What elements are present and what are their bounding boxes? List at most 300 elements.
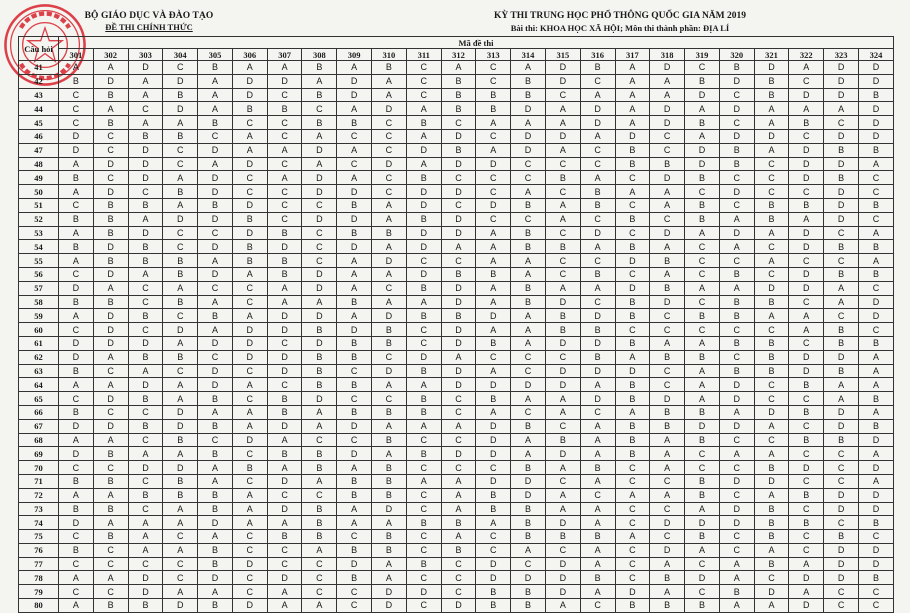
exam-title: KỲ THI TRUNG HỌC PHỔ THÔNG QUỐC GIA NĂM 2019 xyxy=(493,11,747,21)
answer-cell: A xyxy=(824,102,859,116)
answer-cell: C xyxy=(128,474,163,488)
answer-cell: A xyxy=(858,447,893,461)
answer-cell: A xyxy=(545,102,580,116)
exam-code-header-cell: 313 xyxy=(476,49,511,61)
answer-cell: C xyxy=(59,88,94,102)
answer-cell: C xyxy=(858,530,893,544)
answer-cell: D xyxy=(59,336,94,350)
answer-cell: A xyxy=(719,281,754,295)
answer-cell: B xyxy=(128,240,163,254)
answer-cell: D xyxy=(824,502,859,516)
answer-cell: D xyxy=(824,543,859,557)
exam-code-header-cell: 322 xyxy=(789,49,824,61)
answer-cell: A xyxy=(789,323,824,337)
answer-cell: A xyxy=(441,502,476,516)
answer-cell: D xyxy=(545,295,580,309)
table-row xyxy=(19,543,894,557)
answer-cell: C xyxy=(511,212,546,226)
question-number-cell: 79 xyxy=(19,585,59,599)
answer-cell: B xyxy=(406,364,441,378)
answer-cell: C xyxy=(789,392,824,406)
answer-cell: D xyxy=(719,102,754,116)
answer-cell: B xyxy=(93,226,128,240)
answer-cell: A xyxy=(128,530,163,544)
answer-cell: A xyxy=(163,516,198,530)
answer-cell: A xyxy=(372,267,407,281)
answer-cell: B xyxy=(580,198,615,212)
table-row xyxy=(19,364,894,378)
answer-cell: B xyxy=(754,557,789,571)
answer-cell: A xyxy=(580,557,615,571)
answer-cell: C xyxy=(93,557,128,571)
answer-cell: A xyxy=(302,419,337,433)
answer-cell: D xyxy=(441,157,476,171)
answer-cell: B xyxy=(650,254,685,268)
answer-cell: A xyxy=(93,350,128,364)
answer-cell: C xyxy=(163,226,198,240)
answer-cell: C xyxy=(372,129,407,143)
answer-cell: D xyxy=(824,157,859,171)
answer-cell: D xyxy=(302,392,337,406)
answer-cell: A xyxy=(545,281,580,295)
answer-cell: B xyxy=(511,240,546,254)
answer-cell: B xyxy=(372,405,407,419)
exam-code-header-cell: 310 xyxy=(372,49,407,61)
answer-cell: C xyxy=(302,226,337,240)
answer-cell: C xyxy=(511,350,546,364)
answer-cell: B xyxy=(789,516,824,530)
answer-cell: D xyxy=(198,267,233,281)
answer-cell: D xyxy=(545,571,580,585)
answer-cell: A xyxy=(406,295,441,309)
question-number-cell: 41 xyxy=(19,61,59,75)
answer-cell: B xyxy=(59,405,94,419)
answer-cell: A xyxy=(754,543,789,557)
answer-cell: D xyxy=(198,240,233,254)
answer-cell: B xyxy=(198,447,233,461)
answer-cell: A xyxy=(93,61,128,75)
question-number-cell: 52 xyxy=(19,212,59,226)
answer-cell: A xyxy=(580,378,615,392)
answer-cell: C xyxy=(754,571,789,585)
answer-cell: A xyxy=(476,405,511,419)
answer-cell: B xyxy=(198,502,233,516)
question-number-cell: 67 xyxy=(19,419,59,433)
answer-cell: C xyxy=(302,198,337,212)
answer-cell: D xyxy=(441,281,476,295)
answer-cell: A xyxy=(685,129,720,143)
answer-cell: A xyxy=(267,281,302,295)
answer-cell: A xyxy=(372,198,407,212)
answer-cell: B xyxy=(824,171,859,185)
answer-cell: B xyxy=(93,502,128,516)
answer-cell: D xyxy=(858,61,893,75)
answer-cell: C xyxy=(615,267,650,281)
answer-cell: B xyxy=(511,461,546,475)
answer-cell: A xyxy=(580,502,615,516)
answer-cell: A xyxy=(372,419,407,433)
answer-cell: B xyxy=(337,295,372,309)
answer-cell: B xyxy=(719,61,754,75)
answer-cell: D xyxy=(858,461,893,475)
answer-cell: D xyxy=(754,405,789,419)
answer-cell: C xyxy=(545,350,580,364)
answer-cell: B xyxy=(476,102,511,116)
answer-cell: A xyxy=(545,116,580,130)
answer-cell: D xyxy=(337,185,372,199)
answer-cell: D xyxy=(337,212,372,226)
exam-code-header-cell: 302 xyxy=(93,49,128,61)
answer-cell: B xyxy=(615,336,650,350)
answer-cell: A xyxy=(719,212,754,226)
answer-cell: C xyxy=(824,461,859,475)
answer-cell: B xyxy=(858,143,893,157)
answer-cell: B xyxy=(93,254,128,268)
answer-cell: B xyxy=(650,350,685,364)
table-row xyxy=(19,240,894,254)
answer-cell: A xyxy=(163,171,198,185)
answer-cell: B xyxy=(441,88,476,102)
answer-cell: C xyxy=(789,419,824,433)
answer-cell: A xyxy=(198,405,233,419)
answer-cell: B xyxy=(198,116,233,130)
answer-cell: B xyxy=(232,102,267,116)
exam-code-header-cell: 316 xyxy=(580,49,615,61)
answer-cell: B xyxy=(441,143,476,157)
answer-cell: B xyxy=(372,433,407,447)
answer-cell: D xyxy=(511,129,546,143)
answer-cell: A xyxy=(545,502,580,516)
answer-cell: A xyxy=(685,502,720,516)
answer-cell: A xyxy=(685,336,720,350)
answer-cell: D xyxy=(685,157,720,171)
answer-cell: C xyxy=(858,185,893,199)
exam-code-header-cell: 321 xyxy=(754,49,789,61)
answer-cell: B xyxy=(580,61,615,75)
answer-cell: B xyxy=(406,309,441,323)
table-row xyxy=(19,116,894,130)
answer-cell: D xyxy=(93,267,128,281)
answer-cell: C xyxy=(232,447,267,461)
answer-cell: A xyxy=(719,447,754,461)
answer-cell: D xyxy=(441,336,476,350)
answer-cell: B xyxy=(406,447,441,461)
question-number-cell: 56 xyxy=(19,267,59,281)
answer-cell: A xyxy=(580,516,615,530)
answer-cell: A xyxy=(650,585,685,599)
answer-cell: A xyxy=(511,433,546,447)
answer-cell: C xyxy=(789,474,824,488)
answer-cell: D xyxy=(789,171,824,185)
answer-cell: C xyxy=(441,405,476,419)
answer-cell: D xyxy=(580,102,615,116)
answer-cell: D xyxy=(789,571,824,585)
answer-cell: A xyxy=(302,129,337,143)
answer-cell: B xyxy=(545,433,580,447)
answer-cell: B xyxy=(754,88,789,102)
table-row xyxy=(19,295,894,309)
answer-cell: D xyxy=(615,585,650,599)
answer-cell: C xyxy=(372,392,407,406)
answer-cell: C xyxy=(232,543,267,557)
answer-cell: B xyxy=(511,226,546,240)
answer-cell: A xyxy=(754,599,789,613)
answer-cell: B xyxy=(824,336,859,350)
answer-cell: A xyxy=(685,281,720,295)
answer-cell: A xyxy=(476,240,511,254)
answer-cell: A xyxy=(59,378,94,392)
answer-cell: D xyxy=(511,102,546,116)
answer-cell: C xyxy=(615,571,650,585)
answer-cell: A xyxy=(789,557,824,571)
answer-cell: A xyxy=(615,350,650,364)
answer-cell: B xyxy=(580,323,615,337)
answer-cell: B xyxy=(754,364,789,378)
answer-cell: A xyxy=(580,240,615,254)
answer-cell: A xyxy=(198,585,233,599)
answer-cell: A xyxy=(719,571,754,585)
answer-cell: A xyxy=(754,254,789,268)
answer-cell: B xyxy=(858,336,893,350)
table-row xyxy=(19,61,894,75)
exam-code-header-cell: 324 xyxy=(858,49,893,61)
answer-cell: A xyxy=(754,488,789,502)
answer-cell: D xyxy=(719,516,754,530)
answer-cell: A xyxy=(650,185,685,199)
answer-cell: D xyxy=(267,240,302,254)
answer-cell: B xyxy=(545,530,580,544)
answer-cell: C xyxy=(163,157,198,171)
answer-cell: D xyxy=(476,419,511,433)
answer-cell: C xyxy=(650,309,685,323)
answer-cell: B xyxy=(163,350,198,364)
answer-cell: A xyxy=(511,323,546,337)
answer-cell: B xyxy=(372,323,407,337)
answer-cell: D xyxy=(719,392,754,406)
answer-cell: D xyxy=(858,502,893,516)
answer-cell: A xyxy=(232,516,267,530)
answer-cell: B xyxy=(232,212,267,226)
table-row xyxy=(19,198,894,212)
answer-cell: C xyxy=(719,198,754,212)
answer-cell: A xyxy=(198,530,233,544)
answer-cell: C xyxy=(719,433,754,447)
answer-cell: C xyxy=(267,198,302,212)
answer-cell: D xyxy=(128,378,163,392)
question-number-cell: 70 xyxy=(19,461,59,475)
answer-cell: D xyxy=(93,185,128,199)
answer-cell: B xyxy=(476,599,511,613)
answer-cell: B xyxy=(789,433,824,447)
answer-cell: D xyxy=(59,281,94,295)
answer-cell: B xyxy=(615,433,650,447)
answer-cell: A xyxy=(754,309,789,323)
answer-cell: D xyxy=(198,171,233,185)
answer-cell: B xyxy=(406,516,441,530)
answer-cell: C xyxy=(406,323,441,337)
answer-cell: D xyxy=(232,226,267,240)
answer-cell: D xyxy=(93,419,128,433)
answer-cell: A xyxy=(476,295,511,309)
answer-cell: B xyxy=(128,254,163,268)
answer-cell: D xyxy=(372,599,407,613)
answer-cell: B xyxy=(198,309,233,323)
question-number-cell: 77 xyxy=(19,557,59,571)
answer-cell: A xyxy=(615,74,650,88)
table-row xyxy=(19,350,894,364)
answer-cell: A xyxy=(372,212,407,226)
answer-cell: A xyxy=(163,585,198,599)
answer-cell: D xyxy=(302,171,337,185)
answer-cell: C xyxy=(59,198,94,212)
answer-cell: B xyxy=(615,447,650,461)
answer-cell: A xyxy=(198,88,233,102)
answer-cell: A xyxy=(267,61,302,75)
answer-cell: A xyxy=(719,557,754,571)
answer-cell: A xyxy=(580,447,615,461)
answer-cell: A xyxy=(754,447,789,461)
answer-cell: A xyxy=(372,88,407,102)
answer-cell: D xyxy=(511,488,546,502)
answer-cell: B xyxy=(615,240,650,254)
table-row xyxy=(19,378,894,392)
answer-cell: C xyxy=(59,530,94,544)
question-number-cell: 66 xyxy=(19,405,59,419)
answer-cell: A xyxy=(302,474,337,488)
answer-cell: A xyxy=(406,474,441,488)
answer-cell: A xyxy=(615,102,650,116)
answer-cell: C xyxy=(615,557,650,571)
answer-cell: A xyxy=(615,530,650,544)
answer-cell: C xyxy=(372,350,407,364)
exam-code-header-cell: 301 xyxy=(59,49,94,61)
answer-cell: B xyxy=(441,267,476,281)
answer-cell: D xyxy=(406,226,441,240)
answer-cell: C xyxy=(93,364,128,378)
table-row xyxy=(19,447,894,461)
answer-cell: C xyxy=(824,599,859,613)
answer-cell: C xyxy=(337,129,372,143)
answer-cell: C xyxy=(232,585,267,599)
answer-cell: A xyxy=(232,378,267,392)
answer-cell: C xyxy=(789,530,824,544)
answer-cell: A xyxy=(267,585,302,599)
answer-cell: B xyxy=(511,516,546,530)
answer-cell: D xyxy=(824,557,859,571)
answer-cell: C xyxy=(337,530,372,544)
answer-cell: B xyxy=(719,585,754,599)
answer-cell: A xyxy=(163,392,198,406)
answer-cell: A xyxy=(441,419,476,433)
answer-cell: A xyxy=(650,74,685,88)
answer-cell: C xyxy=(406,530,441,544)
answer-cell: C xyxy=(59,102,94,116)
answer-cell: D xyxy=(406,198,441,212)
answer-cell: A xyxy=(789,585,824,599)
table-row xyxy=(19,74,894,88)
answer-cell: B xyxy=(824,240,859,254)
answer-cell: B xyxy=(511,295,546,309)
answer-cell: D xyxy=(372,157,407,171)
answer-cell: D xyxy=(615,364,650,378)
answer-cell: C xyxy=(650,212,685,226)
answer-cell: C xyxy=(93,405,128,419)
answer-cell: A xyxy=(441,530,476,544)
answer-cell: C xyxy=(232,116,267,130)
answer-cell: C xyxy=(232,281,267,295)
answer-cell: D xyxy=(128,61,163,75)
answer-cell: D xyxy=(685,571,720,585)
answer-cell: D xyxy=(372,254,407,268)
answer-cell: B xyxy=(754,295,789,309)
answer-cell: D xyxy=(615,281,650,295)
answer-cell: C xyxy=(93,585,128,599)
answer-cell: C xyxy=(615,543,650,557)
answer-cell: C xyxy=(232,364,267,378)
answer-cell: C xyxy=(754,267,789,281)
answer-cell: C xyxy=(615,226,650,240)
answer-cell: B xyxy=(372,474,407,488)
answer-cell: C xyxy=(59,461,94,475)
answer-cell: A xyxy=(59,571,94,585)
answer-cell: B xyxy=(93,474,128,488)
answer-cell: D xyxy=(302,212,337,226)
answer-cell: B xyxy=(267,102,302,116)
answer-cell: A xyxy=(719,405,754,419)
answer-cell: C xyxy=(337,585,372,599)
answer-cell: A xyxy=(858,226,893,240)
answer-cell: A xyxy=(232,61,267,75)
answer-cell: B xyxy=(511,74,546,88)
answer-cell: A xyxy=(650,557,685,571)
answer-cell: D xyxy=(511,143,546,157)
answer-cell: A xyxy=(545,212,580,226)
answer-cell: A xyxy=(128,74,163,88)
exam-code-header-cell: 318 xyxy=(650,49,685,61)
table-header-row xyxy=(19,37,894,49)
answer-cell: B xyxy=(650,419,685,433)
answer-cell: A xyxy=(93,516,128,530)
answer-cell: A xyxy=(372,74,407,88)
answer-cell: A xyxy=(858,378,893,392)
answer-cell: C xyxy=(163,143,198,157)
answer-cell: D xyxy=(789,599,824,613)
answer-cell: C xyxy=(858,323,893,337)
answer-cell: B xyxy=(580,461,615,475)
answer-cell: A xyxy=(719,240,754,254)
answer-cell: B xyxy=(719,143,754,157)
answer-cell: A xyxy=(824,378,859,392)
answer-cell: C xyxy=(615,323,650,337)
answer-cell: B xyxy=(198,61,233,75)
answer-cell: A xyxy=(511,336,546,350)
table-row xyxy=(19,488,894,502)
answer-cell: D xyxy=(650,295,685,309)
answer-cell: D xyxy=(232,599,267,613)
question-number-cell: 68 xyxy=(19,433,59,447)
answer-cell: D xyxy=(302,281,337,295)
answer-cell: D xyxy=(302,336,337,350)
answer-cell: C xyxy=(198,281,233,295)
answer-cell: A xyxy=(372,447,407,461)
answer-cell: A xyxy=(511,392,546,406)
answer-cell: C xyxy=(511,171,546,185)
table-row xyxy=(19,557,894,571)
answer-cell: A xyxy=(441,350,476,364)
answer-cell: D xyxy=(59,350,94,364)
answer-cell: A xyxy=(406,102,441,116)
answer-cell: C xyxy=(754,323,789,337)
